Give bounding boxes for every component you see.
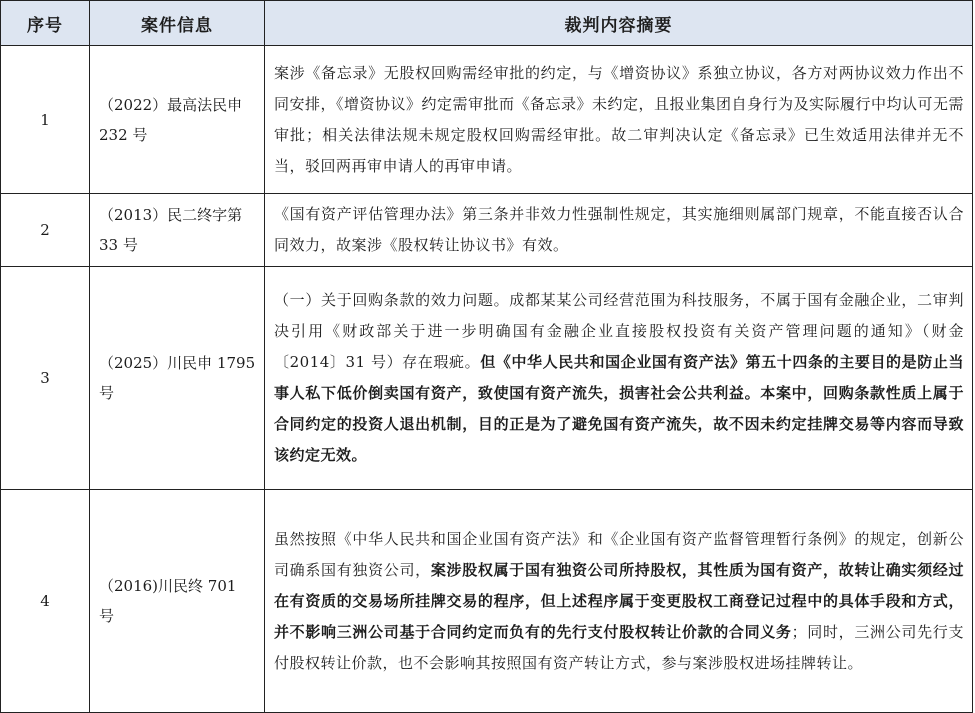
summary-text: （一）关于回购条款的效力问题。成都某某公司经营范围为科技服务，不属于国有金融企业，二审判决引用《财政部关于进一步明确国有金融企业直接股权投资有关资产管理问题的通知》（财金〔2014〕31 号）存在瑕疵。: [274, 291, 964, 371]
header-row: [1, 1, 973, 46]
case-info: （2022）最高法民申 232 号: [90, 46, 265, 194]
table-row: [1, 490, 973, 713]
summary-emphasis: 案涉股权属于国有独资公司所持股权，其性质为国有资产，故转让确实须经过在有资质的交易场所挂牌交易的程序，但上述程序属于变更股权工商登记过程中的具体手段和方式，并不影响三洲公司基于合同约定而负有的先行支付股权转让价款的合同义务: [274, 560, 964, 641]
case-info: （2025）川民申 1795 号: [90, 267, 265, 490]
judgment-summary: [265, 194, 973, 267]
case-info: （2013）民二终字第 33 号: [90, 194, 265, 267]
judgment-summary: [265, 490, 973, 713]
table-row: [1, 194, 973, 267]
summary-text: ；同时，三洲公司先行支付股权转让价款，也不会影响其按照国有资产转让方式，参与案涉股权进场挂牌转让。: [274, 622, 964, 672]
judgment-summary: [265, 267, 973, 490]
summary-emphasis: 但《中华人民共和国企业国有资产法》第五十四条的主要目的是防止当事人私下低价倒卖国有资产，致使国有资产流失，损害社会公共利益。本案中，回购条款性质上属于合同约定的投资人退出机制，目的正是为了避免国有资产流失，故不因未约定挂牌交易等内容而导致该约定无效。: [274, 353, 964, 464]
summary-text: 案涉《备忘录》无股权回购需经审批的约定，与《增资协议》系独立协议，各方对两协议效力作出不同安排，《增资协议》约定需审批而《备忘录》未约定，且报业集团自身行为及实际履行中均认可无需审批；相关法律法规未规定股权回购需经审批。故二审判决认定《备忘录》已生效适用法律并无不当，驳回两再审申请人的再审申请。: [274, 63, 965, 175]
summary-text: 虽然按照《中华人民共和国企业国有资产法》和《企业国有资产监督管理暂行条例》的规定，创新公司确系国有独资公司，: [274, 529, 964, 579]
header-summary: 裁判内容摘要: [265, 1, 973, 46]
row-number: 4: [1, 490, 90, 713]
case-info: （2016)川民终 701 号: [90, 490, 265, 713]
summary-text: 《国有资产评估管理办法》第三条并非效力性强制性规定，其实施细则属部门规章，不能直接否认合同效力，故案涉《股权转让协议书》有效。: [274, 205, 964, 254]
row-number: 2: [1, 194, 90, 267]
header-number: 序号: [1, 1, 90, 46]
table-row: [1, 46, 973, 194]
header-case-info: 案件信息: [90, 1, 265, 46]
row-number: 1: [1, 46, 90, 194]
judgment-summary: [265, 46, 973, 194]
row-number: 3: [1, 267, 90, 490]
table-row: [1, 267, 973, 490]
